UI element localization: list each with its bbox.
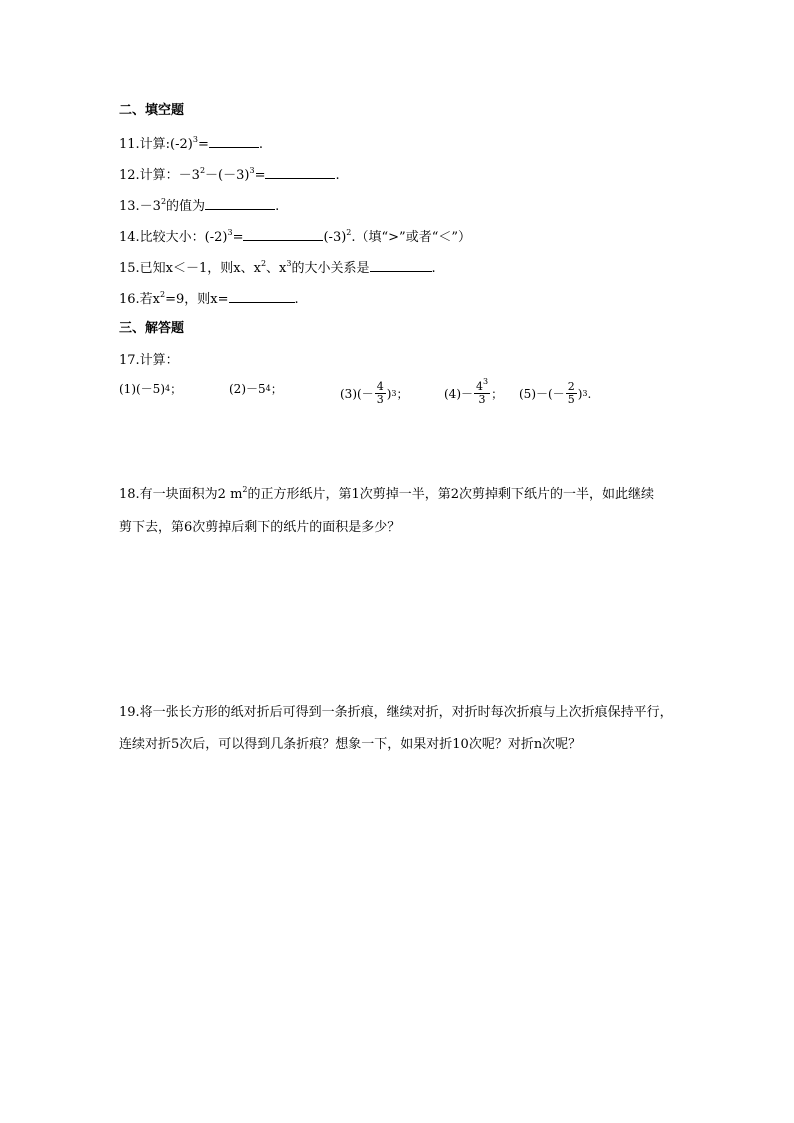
q12-mid: －(－3) [205, 168, 250, 183]
q13-period: . [275, 199, 280, 214]
q17-p2-end: ； [270, 382, 283, 396]
q18-text-b: 的正方形纸片，第1次剪掉一半，第2次剪掉剩下纸片的一半，如此继续 [247, 487, 655, 502]
q17-p4-fraction [474, 377, 490, 406]
q16-answer-blank[interactable] [229, 290, 295, 303]
q17-p1-end: ； [170, 382, 183, 396]
q14-mid: (-3) [323, 230, 347, 245]
q13-exponent: 2 [160, 197, 167, 206]
q17-p4-end: ； [491, 386, 504, 401]
q15-exponent-1: 2 [260, 259, 267, 268]
q17-p4-num-base: 4 [476, 380, 483, 393]
q14-equals: = [232, 230, 244, 245]
q13-label: 的值为 [166, 199, 206, 214]
q17-p2-text: (2)－5 [229, 382, 266, 396]
question-19-line-2: 连续对折5次后，可以得到几条折痕？想象一下，如果对折10次呢？对折n次呢？ [119, 737, 582, 752]
q18-text-a: 18.有一块面积为2 m [119, 487, 243, 502]
question-11 [119, 135, 263, 153]
q11-equals: = [197, 137, 209, 152]
q17-p5-numerator: 2 [567, 380, 575, 393]
q15-mid: 、x [266, 261, 287, 276]
q17-p3-end: ； [396, 386, 409, 401]
q16-period: . [294, 292, 299, 307]
q17-p4-denominator: 3 [478, 393, 486, 406]
question-13 [119, 197, 279, 215]
q11-text: 11.计算:(-2) [119, 137, 193, 152]
q17-p3-numerator: 4 [376, 380, 384, 393]
q16-text: 16.若x [119, 292, 161, 307]
q17-p3-text: (3)(－ [340, 386, 374, 401]
q12-exponent-2: 3 [249, 166, 255, 175]
q17-part-5: (5)－(－ $\frac{2}{5}$ ) 3 . [519, 380, 592, 406]
q11-exponent: 3 [192, 135, 198, 144]
q18-exponent: 2 [242, 485, 248, 494]
section-title-fill-in: 二、填空题 [119, 103, 185, 118]
q15-answer-blank[interactable] [370, 259, 432, 272]
q16-exponent: 2 [160, 290, 166, 299]
q17-p5-fraction [566, 381, 577, 406]
q12-equals: = [254, 168, 266, 183]
q17-p3-fraction [375, 381, 386, 406]
q17-part-4 [444, 377, 504, 406]
q17-p5-text: (5)－(－ [519, 386, 565, 401]
q17-p5-denominator: 5 [567, 393, 575, 406]
q16-label: =9，则x= [165, 292, 229, 307]
q17-p5-close: ) [577, 386, 583, 401]
q12-answer-blank[interactable] [265, 166, 335, 179]
q17-part-3: (3)(－ $\frac{4}{3}$ ) 3 ； [340, 380, 409, 406]
question-19-line-1: 19.将一张长方形的纸对折后可得到一条折痕，继续对折，对折时每次折痕与上次折痕保持平行， [119, 705, 673, 720]
q14-exponent-1: 3 [227, 228, 233, 237]
question-12 [119, 166, 340, 184]
question-15 [119, 259, 436, 277]
q15-text: 15.已知x＜－1，则x、x [119, 261, 261, 276]
question-16 [119, 290, 299, 308]
q12-exponent-1: 2 [199, 166, 206, 175]
section-title-answer: 三、解答题 [119, 321, 185, 336]
q17-p4-num-exponent: 3 [483, 377, 489, 386]
question-18-line-2: 剪下去，第6次剪掉后剩下的纸片的面积是多少？ [119, 520, 401, 535]
q15-label: 的大小关系是 [291, 261, 370, 276]
q15-exponent-2: 3 [286, 259, 292, 268]
q12-period: . [335, 168, 340, 183]
q17-p5-end: . [587, 386, 592, 401]
question-17-label: 17.计算： [119, 353, 179, 368]
q17-p3-close: ) [386, 386, 392, 401]
q11-period: . [258, 137, 264, 152]
q14-text: 14.比较大小：(-2) [119, 230, 228, 245]
q17-p4-text: (4)－ [444, 386, 473, 401]
q14-exponent-2: 2 [346, 228, 352, 237]
q15-period: . [431, 261, 436, 276]
q13-text: 13.－3 [119, 199, 161, 214]
q14-instruction: .（填“>”或者“＜”） [351, 230, 471, 245]
q17-part-1: (1)(－5) 4 ； [119, 382, 183, 396]
q12-text: 12.计算：－3 [119, 168, 200, 183]
q14-answer-blank[interactable] [243, 228, 323, 241]
q11-answer-blank[interactable] [209, 135, 259, 148]
q17-part-2: (2)－5 4 ； [229, 382, 283, 396]
question-18-line-1 [119, 487, 654, 503]
q17-p3-denominator: 3 [376, 393, 384, 406]
q13-answer-blank[interactable] [205, 197, 275, 210]
question-14 [119, 228, 471, 246]
q17-p1-text: (1)(－5) [119, 382, 165, 396]
